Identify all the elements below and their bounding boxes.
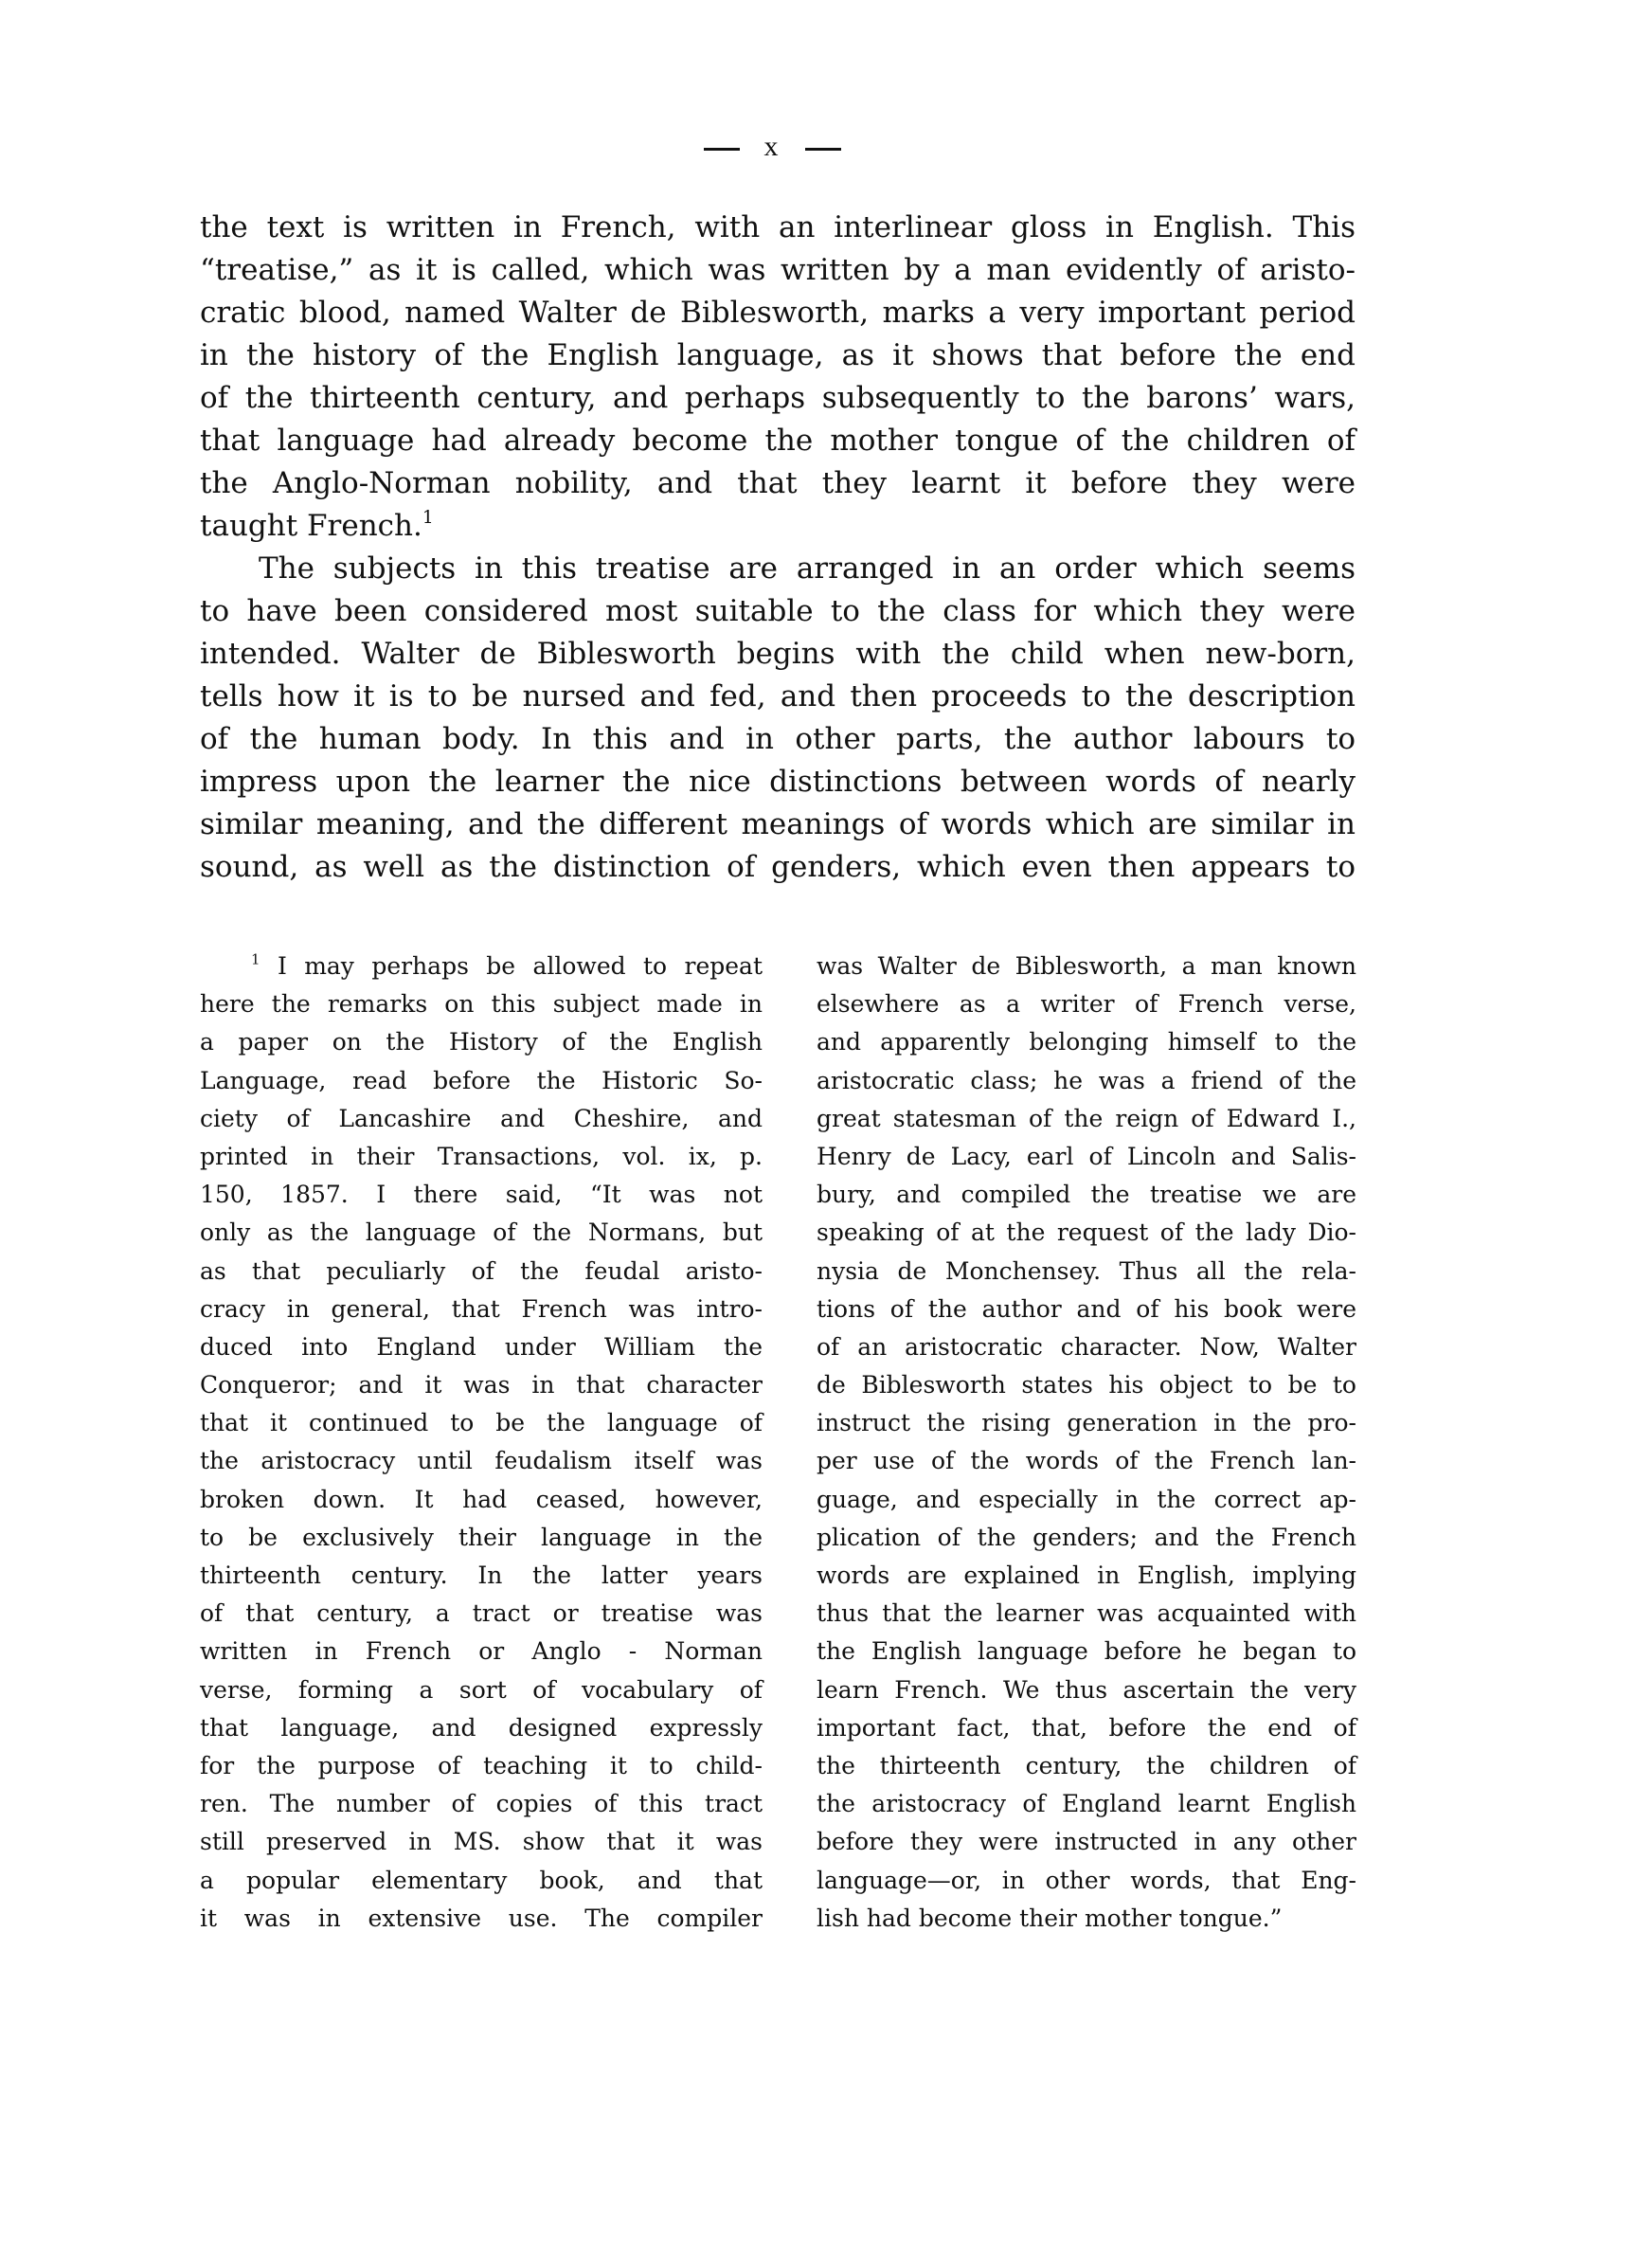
paragraph-1 <box>200 207 1356 548</box>
footnote-line: words are explained in English, implying <box>817 1562 1356 1589</box>
footnote-line: Language, read before the Historic So- <box>200 1066 763 1094</box>
footnote-line: the aristocracy of England learnt English <box>817 1790 1356 1818</box>
footnote-column-left <box>200 948 763 1938</box>
text-line: “treatise,” as it is called, which was written by a man evidently of aristo- <box>200 253 1356 287</box>
text-line: of the human body. In this and in other parts, the author labours to <box>200 722 1356 756</box>
footnote-line: a paper on the History of the English <box>200 1028 763 1056</box>
footnote-line: Henry de Lacy, earl of Lincoln and Salis- <box>817 1142 1356 1170</box>
page-number: x <box>763 131 781 162</box>
footnote-line: instruct the rising generation in the pro- <box>817 1409 1356 1437</box>
footnote-line: language—or, in other words, that Eng- <box>817 1866 1356 1894</box>
text-line: in the history of the English language, as it shows that before the end <box>200 338 1356 372</box>
footnote-line: the thirteenth century, the children of <box>817 1751 1356 1779</box>
footnote-line: as that peculiarly of the feudal aristo- <box>200 1256 763 1285</box>
text-line: impress upon the learner the nice distinctions between words of nearly <box>200 765 1356 799</box>
footnote-line: written in French or Anglo - Norman <box>200 1637 763 1666</box>
text-line: that language had already become the mother tongue of the children of <box>200 424 1356 458</box>
footnote-line: of that century, a tract or treatise was <box>200 1599 763 1628</box>
footnote-line: Conqueror; and it was in that character <box>200 1371 763 1399</box>
text-line: intended. Walter de Biblesworth begins with the child when new-born, <box>200 637 1356 671</box>
footnote-line: here the remarks on this subject made in <box>200 990 763 1019</box>
footnote-line: bury, and compiled the treatise we are <box>817 1181 1356 1209</box>
footnote-line: still preserved in MS. show that it was <box>200 1828 763 1856</box>
footnote-line: of an aristocratic character. Now, Walter <box>817 1332 1356 1361</box>
footnote-line: tions of the author and of his book were <box>817 1294 1356 1323</box>
footnote-line: thus that the learner was acquainted with <box>817 1599 1356 1628</box>
header-dash-right <box>805 148 841 151</box>
footnote-line: before they were instructed in any other <box>817 1828 1356 1856</box>
text-line: tells how it is to be nursed and fed, and then proceeds to the description <box>200 679 1356 713</box>
footnote-line: printed in their Transactions, vol. ix, p. <box>200 1142 763 1170</box>
text-line <box>200 505 1356 548</box>
footnote-line: great statesman of the reign of Edward I., <box>817 1104 1356 1132</box>
text-line: cratic blood, named Walter de Biblesworth, marks a very important period <box>200 296 1356 330</box>
footnote-line: de Biblesworth states his object to be to <box>817 1371 1356 1399</box>
footnote-line: thirteenth century. In the latter years <box>200 1562 763 1589</box>
footnote-line: that language, and designed expressly <box>200 1713 763 1742</box>
footnote-line: and apparently belonging himself to the <box>817 1028 1356 1056</box>
page-header <box>0 131 1544 163</box>
footnote-column-right <box>817 948 1356 1938</box>
footnote-line: broken down. It had ceased, however, <box>200 1485 763 1513</box>
footnote-line: ren. The number of copies of this tract <box>200 1790 763 1818</box>
footnote-line: 150, 1857. I there said, “It was not <box>200 1181 763 1209</box>
footnote-line: nysia de Monchensey. Thus all the rela- <box>817 1256 1356 1285</box>
footnote-line: a popular elementary book, and that <box>200 1866 763 1894</box>
text-line: the text is written in French, with an interlinear gloss in English. This <box>200 210 1356 244</box>
footnote-line: plication of the genders; and the French <box>817 1523 1356 1551</box>
footnote-line: for the purpose of teaching it to child- <box>200 1751 763 1779</box>
footnote-line: the English language before he began to <box>817 1637 1356 1666</box>
text-line: to have been considered most suitable to the class for which they were <box>200 594 1356 628</box>
footnote-line: the aristocracy until feudalism itself was <box>200 1447 763 1475</box>
footnote-line: important fact, that, before the end of <box>817 1713 1356 1742</box>
text-line: The subjects in this treatise are arranged in an order which seems <box>259 551 1356 586</box>
footnote-line <box>200 948 763 985</box>
footnote-line: was Walter de Biblesworth, a man known <box>817 952 1356 980</box>
footnote-line: only as the language of the Normans, but <box>200 1219 763 1247</box>
footnote-line: cracy in general, that French was intro- <box>200 1294 763 1323</box>
text-line: sound, as well as the distinction of genders, which even then appears to <box>200 850 1356 884</box>
paragraph-2 <box>200 548 1356 889</box>
footnote-line: verse, forming a sort of vocabulary of <box>200 1675 763 1704</box>
footnote-reference[interactable]: 1 <box>422 507 434 528</box>
text-line: similar meaning, and the different meanings of words which are similar in <box>200 807 1356 841</box>
footnote-line: to be exclusively their language in the <box>200 1523 763 1551</box>
footnote-line: guage, and especially in the correct ap- <box>817 1485 1356 1513</box>
footnote-line: lish had become their mother tongue.” <box>817 1904 1283 1932</box>
footnote-line: ciety of Lancashire and Cheshire, and <box>200 1104 763 1132</box>
footnote-line-content: I may perhaps be allowed to repeat <box>277 952 763 980</box>
text-line: of the thirteenth century, and perhaps subsequently to the barons’ wars, <box>200 381 1356 415</box>
footnote-line: it was in extensive use. The compiler <box>200 1904 763 1932</box>
footnote-line: that it continued to be the language of <box>200 1409 763 1437</box>
footnote-line: duced into England under William the <box>200 1332 763 1361</box>
footnote-line: elsewhere as a writer of French verse, <box>817 990 1356 1019</box>
main-text <box>200 207 1356 889</box>
footnote-marker: 1 <box>251 950 260 968</box>
header-dash-left <box>704 148 740 151</box>
text-line: the Anglo-Norman nobility, and that they learnt it before they were <box>200 466 1356 500</box>
footnote-line: speaking of at the request of the lady Dio- <box>817 1219 1356 1247</box>
footnote-line: aristocratic class; he was a friend of the <box>817 1066 1356 1094</box>
text-line-content: taught French. <box>200 509 422 543</box>
footnote-line: learn French. We thus ascertain the very <box>817 1675 1356 1704</box>
footnote-line: per use of the words of the French lan- <box>817 1447 1356 1475</box>
